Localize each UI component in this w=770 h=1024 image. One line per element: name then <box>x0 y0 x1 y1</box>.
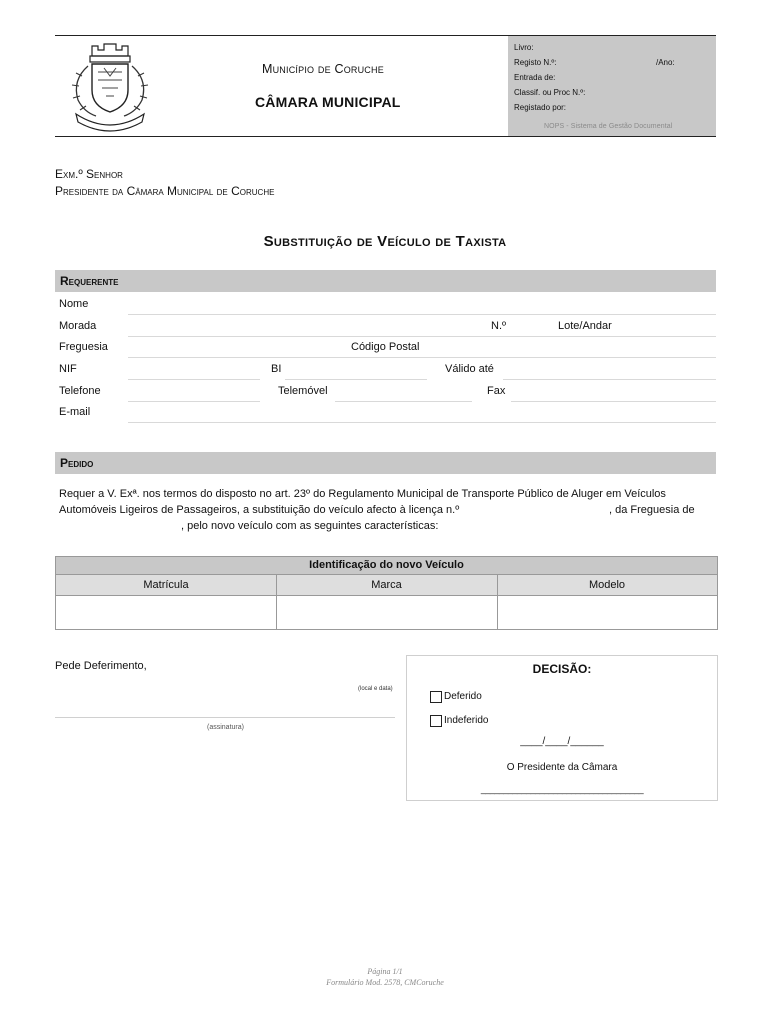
label-numero: N.º <box>491 320 507 332</box>
field-fax[interactable] <box>511 401 716 402</box>
form-title: Substituição de Veículo de Taxista <box>263 233 507 250</box>
label-valido-ate: Válido até <box>445 363 494 375</box>
field-email[interactable] <box>128 422 716 423</box>
registry-classif: Classif. ou Proc N.º: <box>514 88 586 97</box>
field-nome[interactable] <box>128 314 716 315</box>
field-telemovel[interactable] <box>335 401 472 402</box>
label-bi: BI <box>271 363 282 375</box>
registry-footer: NOPS - Sistema de Gestão Documental <box>544 123 673 130</box>
field-morada[interactable] <box>128 336 716 337</box>
field-freguesia[interactable] <box>128 357 716 358</box>
header-bottom-rule <box>55 136 716 137</box>
field-nif[interactable] <box>128 379 260 380</box>
council-name: CÂMARA MUNICIPAL <box>255 94 401 110</box>
col-marca: Marca <box>371 579 402 591</box>
page-number: Página 1/1 <box>367 967 403 976</box>
vehicle-table-heading: Identificação do novo Veículo <box>56 557 717 574</box>
addressee-line-1: Exm.º Senhor <box>55 167 123 181</box>
registry-entrada: Entrada de: <box>514 73 556 82</box>
field-valido-ate[interactable] <box>503 379 716 380</box>
cell-matricula[interactable] <box>56 596 276 629</box>
col-matricula: Matrícula <box>143 579 189 591</box>
presidente-caption: O Presidente da Câmara <box>506 762 618 773</box>
cell-marca[interactable] <box>277 596 497 629</box>
label-codigo-postal: Código Postal <box>351 341 420 353</box>
signature-line[interactable] <box>55 717 395 718</box>
pedido-line-2b: , da Freguesia de <box>609 504 695 516</box>
label-email: E-mail <box>59 406 91 418</box>
label-telemovel: Telemóvel <box>278 385 328 397</box>
field-bi[interactable] <box>285 379 427 380</box>
pedido-line-1: Requer a V. Exª. nos termos do disposto no art. 23º do Regulamento Municipal de Transporte Público de Aluger em Veículos <box>59 488 666 500</box>
pedido-line-3: , pelo novo veículo com as seguintes características: <box>181 520 439 532</box>
municipal-crest-logo <box>62 40 158 132</box>
vehicle-table <box>55 556 718 630</box>
registry-registo: Registo N.º: <box>514 58 557 67</box>
cell-modelo[interactable] <box>498 596 717 629</box>
checkbox-indeferido[interactable] <box>430 715 442 727</box>
label-indeferido: Indeferido <box>444 715 489 726</box>
decision-box <box>406 655 718 801</box>
section-requerente-title: Requerente <box>60 274 119 288</box>
pedido-line-2a: Automóveis Ligeiros de Passageiros, a substituição do veículo afecto à licença n.º <box>59 504 460 516</box>
col-modelo: Modelo <box>588 579 626 591</box>
registry-livro: Livro: <box>514 43 534 52</box>
section-pedido-title: Pedido <box>60 456 94 470</box>
form-code: Formulário Mod. 2578, CMCoruche <box>326 978 444 987</box>
label-deferido: Deferido <box>444 691 482 702</box>
label-nif: NIF <box>59 363 77 375</box>
label-morada: Morada <box>59 320 97 332</box>
section-requerente <box>55 270 716 292</box>
label-telefone: Telefone <box>59 385 101 397</box>
registry-registado: Registado por: <box>514 103 567 112</box>
addressee-line-2: Presidente da Câmara Municipal de Coruche <box>55 184 275 198</box>
checkbox-deferido[interactable] <box>430 691 442 703</box>
section-pedido <box>55 452 716 474</box>
decision-title: DECISÃO: <box>532 662 592 676</box>
field-telefone[interactable] <box>128 401 260 402</box>
label-freguesia: Freguesia <box>59 341 108 353</box>
registry-box <box>508 36 716 136</box>
registry-ano: /Ano: <box>656 58 675 67</box>
presidente-signature-line[interactable]: ____________________________________ <box>480 784 644 794</box>
local-data-caption: (local e data) <box>358 686 393 692</box>
assinatura-caption: (assinatura) <box>207 724 244 731</box>
municipality-name: Município de Coruche <box>262 62 384 76</box>
label-nome: Nome <box>59 298 89 310</box>
label-fax: Fax <box>487 385 506 397</box>
pede-deferimento: Pede Deferimento, <box>55 660 147 672</box>
label-lote-andar: Lote/Andar <box>558 320 612 332</box>
vehicle-table-header-row <box>56 574 717 596</box>
decision-date-line[interactable]: ____/____/______ <box>520 736 604 747</box>
